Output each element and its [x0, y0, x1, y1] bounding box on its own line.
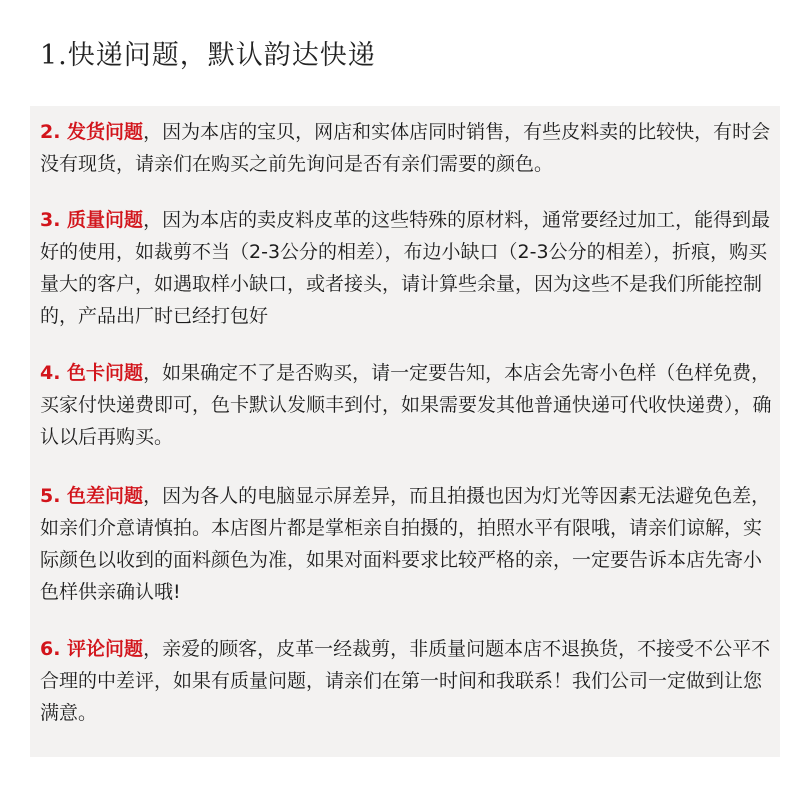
section-text: ，因为本店的卖皮料皮革的这些特殊的原材料，通常要经过加工，能得到最好的使用，如裁剪不当（2-3公分的相差），布边小缺口（2-3公分的相差），折痕，购买量大的客户，如遇取样小缺口，或者接头，请计算些余量，因为这些不是我们所能控制的，产品出厂时已经打包好: [40, 209, 771, 327]
section-title: 2. 发货问题: [40, 121, 144, 143]
section-text: ，亲爱的顾客，皮革一经裁剪，非质量问题本店不退换货，不接受不公平不合理的中差评，如果有质量问题，请亲们在第一时间和我联系！我们公司一定做到让您满意。: [40, 638, 771, 724]
section-title: 6. 评论问题: [40, 638, 144, 660]
section-text: ，如果确定不了是否购买，请一定要告知，本店会先寄小色样（色样免费，买家付快递费即可，色卡默认发顺丰到付，如果需要发其他普通快递可代收快递费），确认以后再购买。: [40, 362, 772, 448]
section-title: 4. 色卡问题: [40, 362, 144, 384]
section-text: ，因为本店的宝贝，网店和实体店同时销售，有些皮料卖的比较快，有时会没有现货，请亲们在购买之前先询问是否有亲们需要的颜色。: [40, 121, 771, 175]
section-title: 5. 色差问题: [40, 485, 144, 507]
color-card-section: [40, 357, 780, 453]
section-text: ，因为各人的电脑显示屏差异，而且拍摄也因为灯光等因素无法避免色差，如亲们介意请慎拍。本店图片都是掌柜亲自拍摄的，拍照水平有限哦，请亲们谅解，实际颜色以收到的面料颜色为准，如果对面料要求比较严格的亲，一定要告诉本店先寄小色样供亲确认哦!: [40, 485, 771, 603]
review-issue-section: [40, 633, 780, 729]
quality-issue-section: [40, 204, 780, 332]
shipping-issue-section: [40, 116, 780, 180]
shipping-heading: 1.快递问题，默认韵达快递: [40, 40, 376, 71]
section-title: 3. 质量问题: [40, 209, 144, 231]
color-difference-section: [40, 480, 780, 608]
